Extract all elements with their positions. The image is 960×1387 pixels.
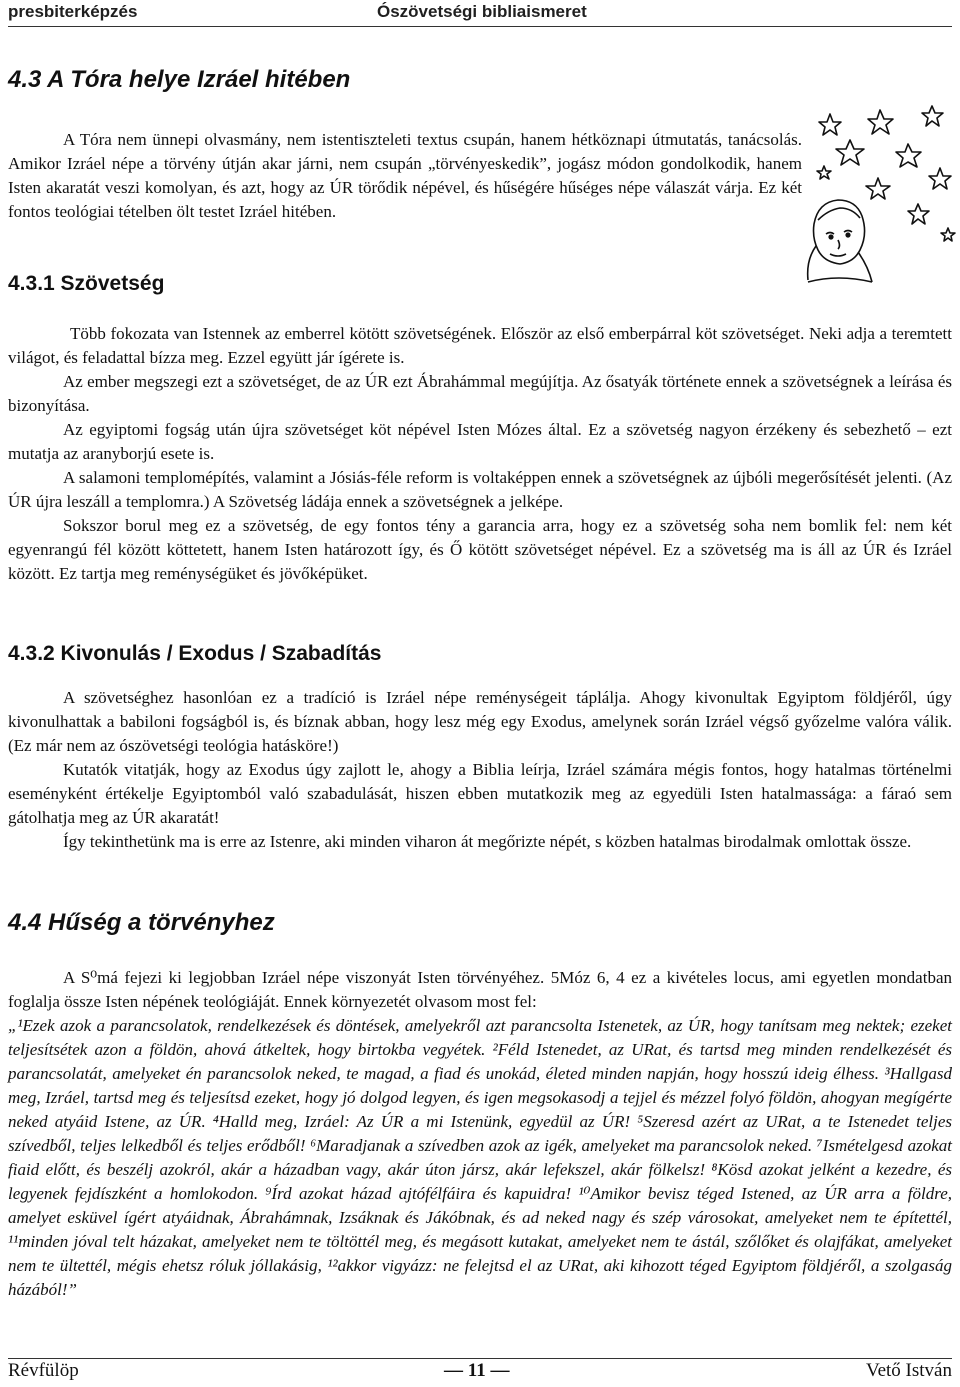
section-4-4-body <box>8 966 952 1302</box>
star-icon <box>896 144 921 167</box>
scripture-quote: „¹Ezek azok a parancsolatok, rendelkezések és döntések, amelyekről azt parancsolta Istenetek, az ÚR, hogy tanítsam meg nektek; ezeket teljesítsétek azon a földön, ahová átkeltek, hogy birtokba vegyétek. ²Féld Istenedet, az URat, és tartsd meg minden rendelkezését és parancsolatát, amelyeket én parancsolok neked, te magad, a fiad és unokád, életed minden napján, hogy hosszú ideig élhess. ³Hallgasd meg, Izráel, tartsd meg és teljesítsd ezeket, hogy jó dolgod legyen, és igen megsokasodj a tejjel és mézzel folyó földön, ahogyan megígérte neked atyáid Istene, az ÚR. ⁴Halld meg, Izráel: Az ÚR a mi Istenünk, egyedül az ÚR! ⁵Szeresd azért az URat, a te Istenedet teljes szívedből, teljes lelkedből és teljes erődből! ⁶Maradjanak a szívedben azok az igék, amelyeket ma parancsolok neked. ⁷Ismételgesd azokat fiaid előtt, és beszélj azokról, akár a házadban vagy, akár úton jársz, akár lefekszel, akár fölkelsz! ⁸Kösd azokat jelként a kezedre, és legyenek fejdíszként a homlokodon. ⁹Írd azokat házad ajtófélfáira és kapuidra! ¹⁰Amikor bevisz téged Istened, az ÚR arra a földre, amelyet esküvel ígért atyáidnak, Ábrahámnak, Izsáknak és Jákóbnak, és ad neked nagy és szép városokat, amelyeket nem te építettél, ¹¹minden jóval telt házakat, amelyeket nem te töltöttél meg, és megásott kutakat, amelyeket nem te ástál, szőlőket és olajfákat, amelyeket nem te ültettél, mégis ehetsz róluk jóllakásig, ¹²akkor vigyázz: ne felejtsd el az URat, aki kihozott téged Egyiptom földjéről, a szolgaság házából!” <box>8 1016 952 1299</box>
star-icon <box>922 106 943 126</box>
star-icon <box>868 110 893 134</box>
paragraph: A S⁰má fejezi ki legjobban Izráel népe viszonyát Isten törvényéhez. 5Móz 6, 4 ez a kivételes locus, ami egyetlen mondatban foglalja össze Isten népének teológiáját. Ennek környezetét olvasom most fel: <box>8 968 952 1011</box>
star-icon <box>941 228 955 241</box>
header-subject: Ószövetségi bibliaismeret <box>377 2 587 21</box>
star-icon <box>866 178 890 199</box>
paragraph: Kutatók vitatják, hogy az Exodus úgy zajlott le, ahogy a Biblia leírja, Izráel számára mégis fontos, hogy hatalmas történelmi eseményként értékelje Egyiptomból való szabadulását, hiszen ebben mutatkozik meg az egyedüli Isten hatalmassága: a fáraó sem gátolhatja meg az ÚR akaratát! <box>8 760 952 827</box>
star-icon <box>817 166 831 179</box>
section-4-3-body <box>8 128 802 224</box>
person-head <box>814 200 865 264</box>
paragraph: Így tekinthetünk ma is erre az Istenre, aki minden viharon át megőrizte népét, s közben hatalmas birodalmak omlottak össze. <box>63 832 912 851</box>
section-4-3-1-body <box>8 322 952 586</box>
paragraph: Több fokozata van Istennek az emberrel kötött szövetségének. Először az első emberpárral köt szövetséget. Neki adja a teremtett világot, és feladattal bízza meg. Ezzel együtt jár ígérete is. <box>8 324 952 367</box>
paragraph: A salamoni templomépítés, valamint a Jósiás-féle reform is voltaképpen ennek a szövetségnek az újbóli megerősítését jelenti. (Az ÚR újra leszáll a templomra.) A Szövetség ládája ennek a szövetségnek a jelképe. <box>8 468 952 511</box>
header-course: presbiterképzés <box>8 2 138 21</box>
page-number: — 11 — <box>444 1360 510 1381</box>
section-4-4-title: 4.4 Hűség a törvényhez <box>8 909 275 936</box>
paragraph: Az ember megszegi ezt a szövetséget, de az ÚR ezt Ábrahámmal megújítja. Az ősatyák története ennek a szövetségnek a leírása és bizonyítása. <box>8 372 952 415</box>
footer-rule <box>8 1358 952 1359</box>
footer-author: Vető István <box>865 1360 952 1381</box>
section-4-3-2-title: 4.3.2 Kivonulás / Exodus / Szabadítás <box>8 642 382 665</box>
paragraph: Sokszor borul meg ez a szövetség, de egy fontos tény a garancia arra, hogy ez a szövetség soha nem bomlik fel: nem két egyenrangú fél között köttetett, hanem Isten határozott így, és Ő kötött szövetséget népével. Ez a szövetség ma is áll az ÚR és Izráel között. Ez tartja meg reménységüket és jövőképüket. <box>8 516 952 583</box>
section-4-3-title: 4.3 A Tóra helye Izráel hitében <box>8 66 351 93</box>
footer-place: Révfülöp <box>8 1360 79 1381</box>
section-4-3-1-title: 4.3.1 Szövetség <box>8 272 165 295</box>
star-icon <box>836 140 864 165</box>
paragraph: Az egyiptomi fogság után újra szövetséget köt népével Isten Mózes által. Ez a szövetség nagyon érzékeny és sebezhető – ezt mutatja az aranyborjú esete is. <box>8 420 952 463</box>
running-header <box>8 2 952 26</box>
paragraph: A szövetséghez hasonlóan ez a tradíció is Izráel népe reménységeit táplálja. Ahogy kivonultak Egyiptom földjéről, úgy kivonulhattak a babiloni fogságból is, és bíznak abban, hogy lesz még egy Exodus, amelynek során Izráel végső győzelme valóra válik. (Ez már nem az ószövetségi teológia hatásköre!) <box>8 688 952 755</box>
header-rule <box>8 26 952 27</box>
stargazing-figure-icon <box>800 96 958 294</box>
star-icon <box>908 204 929 224</box>
star-icon <box>929 168 951 189</box>
section-4-3-paragraph: A Tóra nem ünnepi olvasmány, nem istentiszteleti textus csupán, hanem hétköznapi útmutatás, tanácsolás. Amikor Izráel népe a törvény útján akar járni, nem csupán „törvényeskedik”, jogász módon gondolkodik, hanem Isten akaratát veszi komolyan, és azt, hogy az ÚR törődik népével, és hűségére hűséges népe válaszát várja. Ez két fontos teológiai tételben ölt testet Izráel hitében. <box>8 130 802 221</box>
section-4-3-2-body <box>8 686 952 854</box>
star-icon <box>819 114 841 135</box>
page-footer <box>8 1360 952 1384</box>
